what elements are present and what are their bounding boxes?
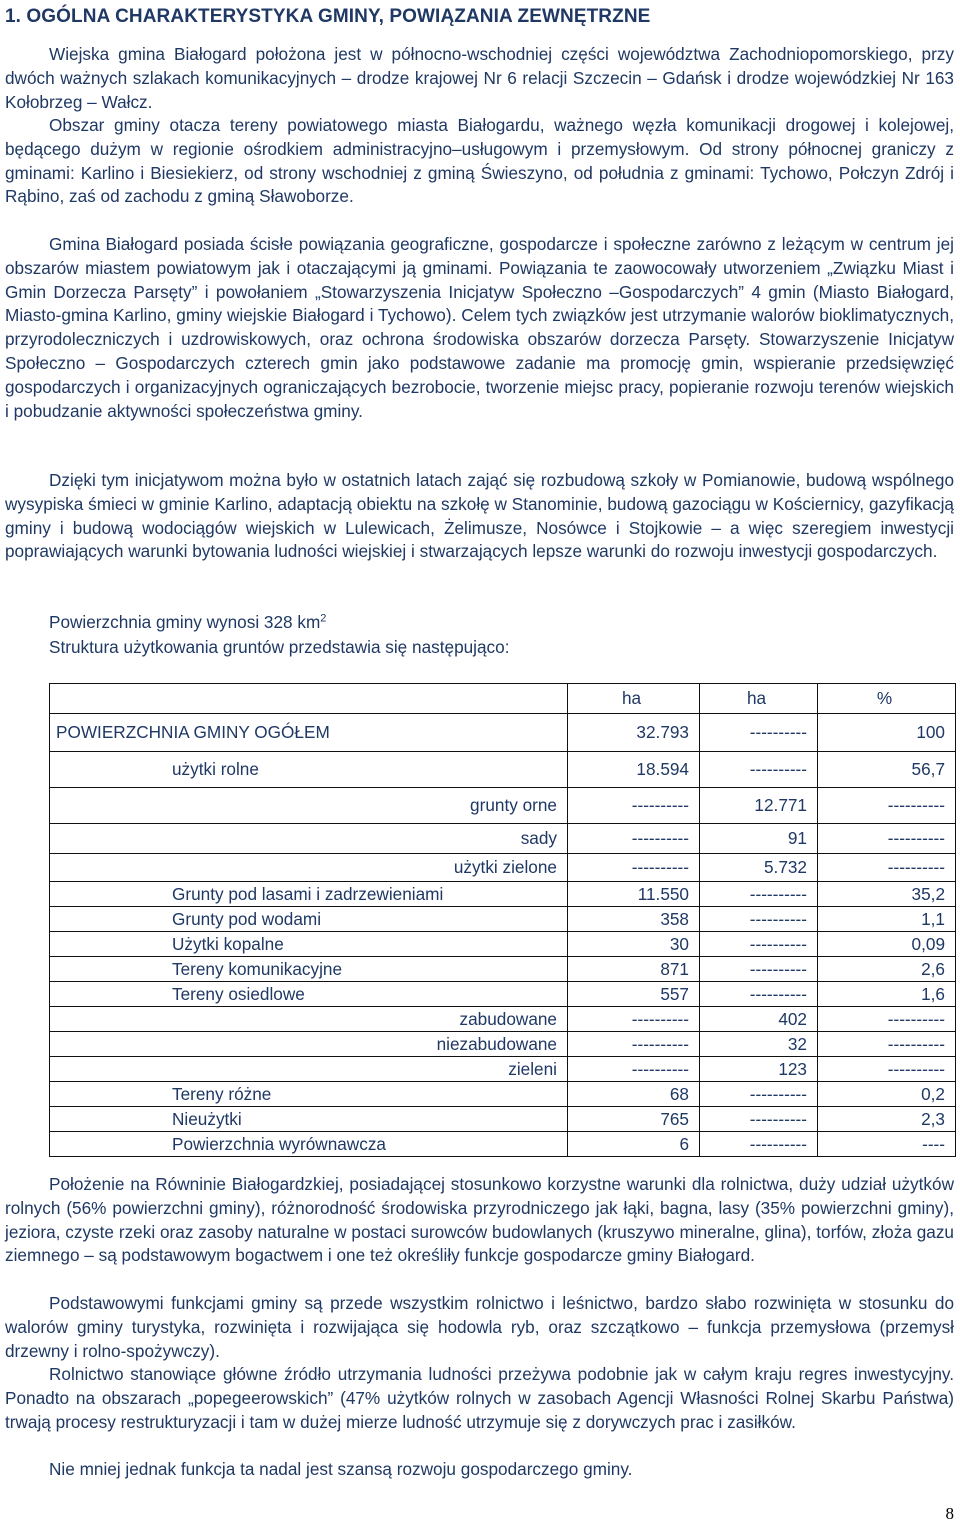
area-line (49, 611, 326, 635)
value-ha-detail: 12.771 (700, 788, 818, 824)
value-percent: 2,3 (818, 1107, 956, 1132)
table-row (50, 907, 956, 932)
value-ha-detail: ---------- (700, 1107, 818, 1132)
value-percent: 1,1 (818, 907, 956, 932)
row-label: Nieużytki (50, 1107, 568, 1132)
row-label: użytki rolne (50, 752, 568, 788)
paragraph-conditions: Położenie na Równinie Białogardzkiej, posiadającej stosunkowo korzystne warunki dla rolnictwa, duży udział użytków rolnych (56% powierzchni gminy), różnorodność środowiska przyrodniczego jak łąki, bagna, lasy (35% powierzchni gminy), jeziora, czyste rzeki oraz zasoby naturalne w postaci surowców budowlanych (kruszywo mineralne, glina), torfów, złoża gazu ziemnego – są podstawowym bogactwem i one też określiły funkcje gospodarcze gminy Białogard. (5, 1174, 954, 1266)
land-use-table-body (50, 684, 956, 1157)
value-ha-detail: ---------- (700, 957, 818, 982)
value-ha-total: 358 (568, 907, 700, 932)
value-ha-total: ---------- (568, 824, 700, 854)
value-ha-detail: ---------- (700, 714, 818, 752)
value-percent: ---------- (818, 788, 956, 824)
table-row (50, 788, 956, 824)
row-label: Powierzchnia wyrównawcza (50, 1132, 568, 1157)
value-percent: 2,6 (818, 957, 956, 982)
table-row (50, 714, 956, 752)
table-row (50, 982, 956, 1007)
value-percent: ---------- (818, 854, 956, 882)
value-ha-detail: 123 (700, 1057, 818, 1082)
table-row (50, 932, 956, 957)
value-ha-total: 68 (568, 1082, 700, 1107)
value-percent: ---------- (818, 1057, 956, 1082)
value-ha-detail: ---------- (700, 752, 818, 788)
table-row (50, 1132, 956, 1157)
value-ha-total: ---------- (568, 788, 700, 824)
value-ha-detail: 91 (700, 824, 818, 854)
value-percent: ---- (818, 1132, 956, 1157)
value-percent: ---------- (818, 824, 956, 854)
row-label: Tereny komunikacyjne (50, 957, 568, 982)
row-label: Grunty pod lasami i zadrzewieniami (50, 882, 568, 907)
value-ha-detail: ---------- (700, 932, 818, 957)
table-row (50, 957, 956, 982)
value-ha-detail: ---------- (700, 907, 818, 932)
area-superscript: 2 (320, 612, 327, 625)
page-number: 8 (945, 1504, 954, 1523)
row-label: POWIERZCHNIA GMINY OGÓŁEM (50, 714, 568, 752)
value-ha-total: 6 (568, 1132, 700, 1157)
value-ha-total: 557 (568, 982, 700, 1007)
paragraph-conclusion: Nie mniej jednak funkcja ta nadal jest szansą rozwoju gospodarczego gminy. (49, 1459, 633, 1479)
land-use-table (49, 683, 956, 1157)
row-label: użytki zielone (50, 854, 568, 882)
value-ha-detail: 402 (700, 1007, 818, 1032)
table-header-cell: ha (700, 684, 818, 714)
value-percent: ---------- (818, 1032, 956, 1057)
row-label: niezabudowane (50, 1032, 568, 1057)
paragraph-agriculture: Rolnictwo stanowiące główne źródło utrzymania ludności przeżywa podobnie jak w całym kraju regres inwestycyjny. Ponadto na obszarach „popegeerowskich” (47% użytków rolnych w zasobach Agencji Własności Rolnej Skarbu Państwa) trwają procesy restrukturyzacji i tam w dużej mierze ludność utrzymuje się z dorywczych prac i zasiłków. (5, 1364, 954, 1432)
section-heading: 1. OGÓLNA CHARAKTERYSTYKA GMINY, POWIĄZANIA ZEWNĘTRZNE (5, 6, 651, 27)
value-percent: 0,2 (818, 1082, 956, 1107)
paragraph-location: Wiejska gmina Białogard położona jest w północno-wschodniej części województwa Zachodniopomorskiego, przy dwóch ważnych szlakach komunikacyjnych – drodze krajowej Nr 6 relacji Szczecin – Gdańsk i drodze wojewódzkiej Nr 163 Kołobrzeg – Wałcz. (5, 44, 954, 112)
value-percent: 56,7 (818, 752, 956, 788)
table-row (50, 1057, 956, 1082)
table-row (50, 1007, 956, 1032)
value-ha-total: 871 (568, 957, 700, 982)
value-ha-detail: 5.732 (700, 854, 818, 882)
table-row (50, 824, 956, 854)
table-row (50, 882, 956, 907)
value-ha-detail: ---------- (700, 982, 818, 1007)
structure-line: Struktura użytkowania gruntów przedstawia się następująco: (49, 637, 510, 657)
row-label: Tereny różne (50, 1082, 568, 1107)
row-label: sady (50, 824, 568, 854)
table-header-cell: % (818, 684, 956, 714)
value-percent: 0,09 (818, 932, 956, 957)
table-header-row (50, 684, 956, 714)
paragraph-investments: Dzięki tym inicjatywom można było w ostatnich latach zająć się rozbudową szkoły w Pomianowie, budową wspólnego wysypiska śmieci w gminie Karlino, adaptacją obiektu na szkołę w Stanominie, budową gazociągu w Kościernicy, gazyfikacją gminy i budową wodociągów wiejskich w Lulewicach, Żelimusze, Nosówce i Stojkowie – a więc szeregiem inwestycji poprawiających warunki bytowania ludności wiejskiej i stwarzających lepsze warunki do rozwoju inwestycji gospodarczych. (5, 470, 954, 562)
value-percent: ---------- (818, 1007, 956, 1032)
value-ha-total: 11.550 (568, 882, 700, 907)
row-label: grunty orne (50, 788, 568, 824)
value-ha-total: ---------- (568, 1057, 700, 1082)
row-label: Tereny osiedlowe (50, 982, 568, 1007)
value-ha-total: 18.594 (568, 752, 700, 788)
table-header-cell (50, 684, 568, 714)
value-percent: 100 (818, 714, 956, 752)
table-row (50, 752, 956, 788)
value-percent: 35,2 (818, 882, 956, 907)
value-ha-total: 765 (568, 1107, 700, 1132)
value-ha-total: 32.793 (568, 714, 700, 752)
value-ha-total: 30 (568, 932, 700, 957)
row-label: Grunty pod wodami (50, 907, 568, 932)
paragraph-borders: Obszar gminy otacza tereny powiatowego miasta Białogardu, ważnego węzła komunikacji drogowej i kolejowej, będącego dużym w regionie ośrodkiem administracyjno–usługowym i przemysłowym. Od strony północnej graniczy z gminami: Karlino i Biesiekierz, od strony wschodniej z gminą Świeszyno, od południa z gminami: Tychowo, Połczyn Zdrój i Rąbino, zaś od zachodu z gminą Sławoborze. (5, 115, 954, 207)
table-row (50, 1082, 956, 1107)
table-row (50, 854, 956, 882)
value-percent: 1,6 (818, 982, 956, 1007)
table-row (50, 1107, 956, 1132)
paragraph-functions: Podstawowymi funkcjami gminy są przede wszystkim rolnictwo i leśnictwo, bardzo słabo rozwinięta w stosunku do walorów gminy turystyka, rozwinięta i rozwijająca się hodowla ryb, oraz szczątkowo – funkcja przemysłowa (przemysł drzewny i rolno-spożywczy). (5, 1293, 954, 1361)
paragraph-associations: Gmina Białogard posiada ścisłe powiązania geograficzne, gospodarcze i społeczne zarówno z leżącym w centrum jej obszarów miastem powiatowym jak i otaczającymi ją gminami. Powiązania te zaowocowały utworzeniem „Związku Miast i Gmin Dorzecza Parsęty” i powołaniem „Stowarzyszenia Inicjatyw Społeczno –Gospodarczych” 4 gmin (Miasto Białogard, Miasto-gmina Karlino, gminy wiejskie Białogard i Tychowo). Celem tych związków jest utrzymanie walorów bioklimatycznych, przyrodoleczniczych i uzdrowiskowych, oraz ochrona środowiska obszarów dorzecza Parsęty. Stowarzyszenie Inicjatyw Społeczno – Gospodarczych czterech gmin jako podstawowe zadanie ma promocję gmin, wspieranie przedsięwzięć gospodarczych i organizacyjnych ograniczających bezrobocie, tworzenie miejsc pracy, popieranie rozwoju terenów wiejskich i pobudzanie aktywności społeczeństwa gminy. (5, 234, 954, 421)
value-ha-detail: 32 (700, 1032, 818, 1057)
table-header-cell: ha (568, 684, 700, 714)
value-ha-total: ---------- (568, 854, 700, 882)
value-ha-detail: ---------- (700, 882, 818, 907)
value-ha-detail: ---------- (700, 1132, 818, 1157)
value-ha-total: ---------- (568, 1032, 700, 1057)
value-ha-detail: ---------- (700, 1082, 818, 1107)
row-label: zieleni (50, 1057, 568, 1082)
row-label: Użytki kopalne (50, 932, 568, 957)
value-ha-total: ---------- (568, 1007, 700, 1032)
table-row (50, 1032, 956, 1057)
row-label: zabudowane (50, 1007, 568, 1032)
area-text: Powierzchnia gminy wynosi 328 km (49, 612, 321, 632)
